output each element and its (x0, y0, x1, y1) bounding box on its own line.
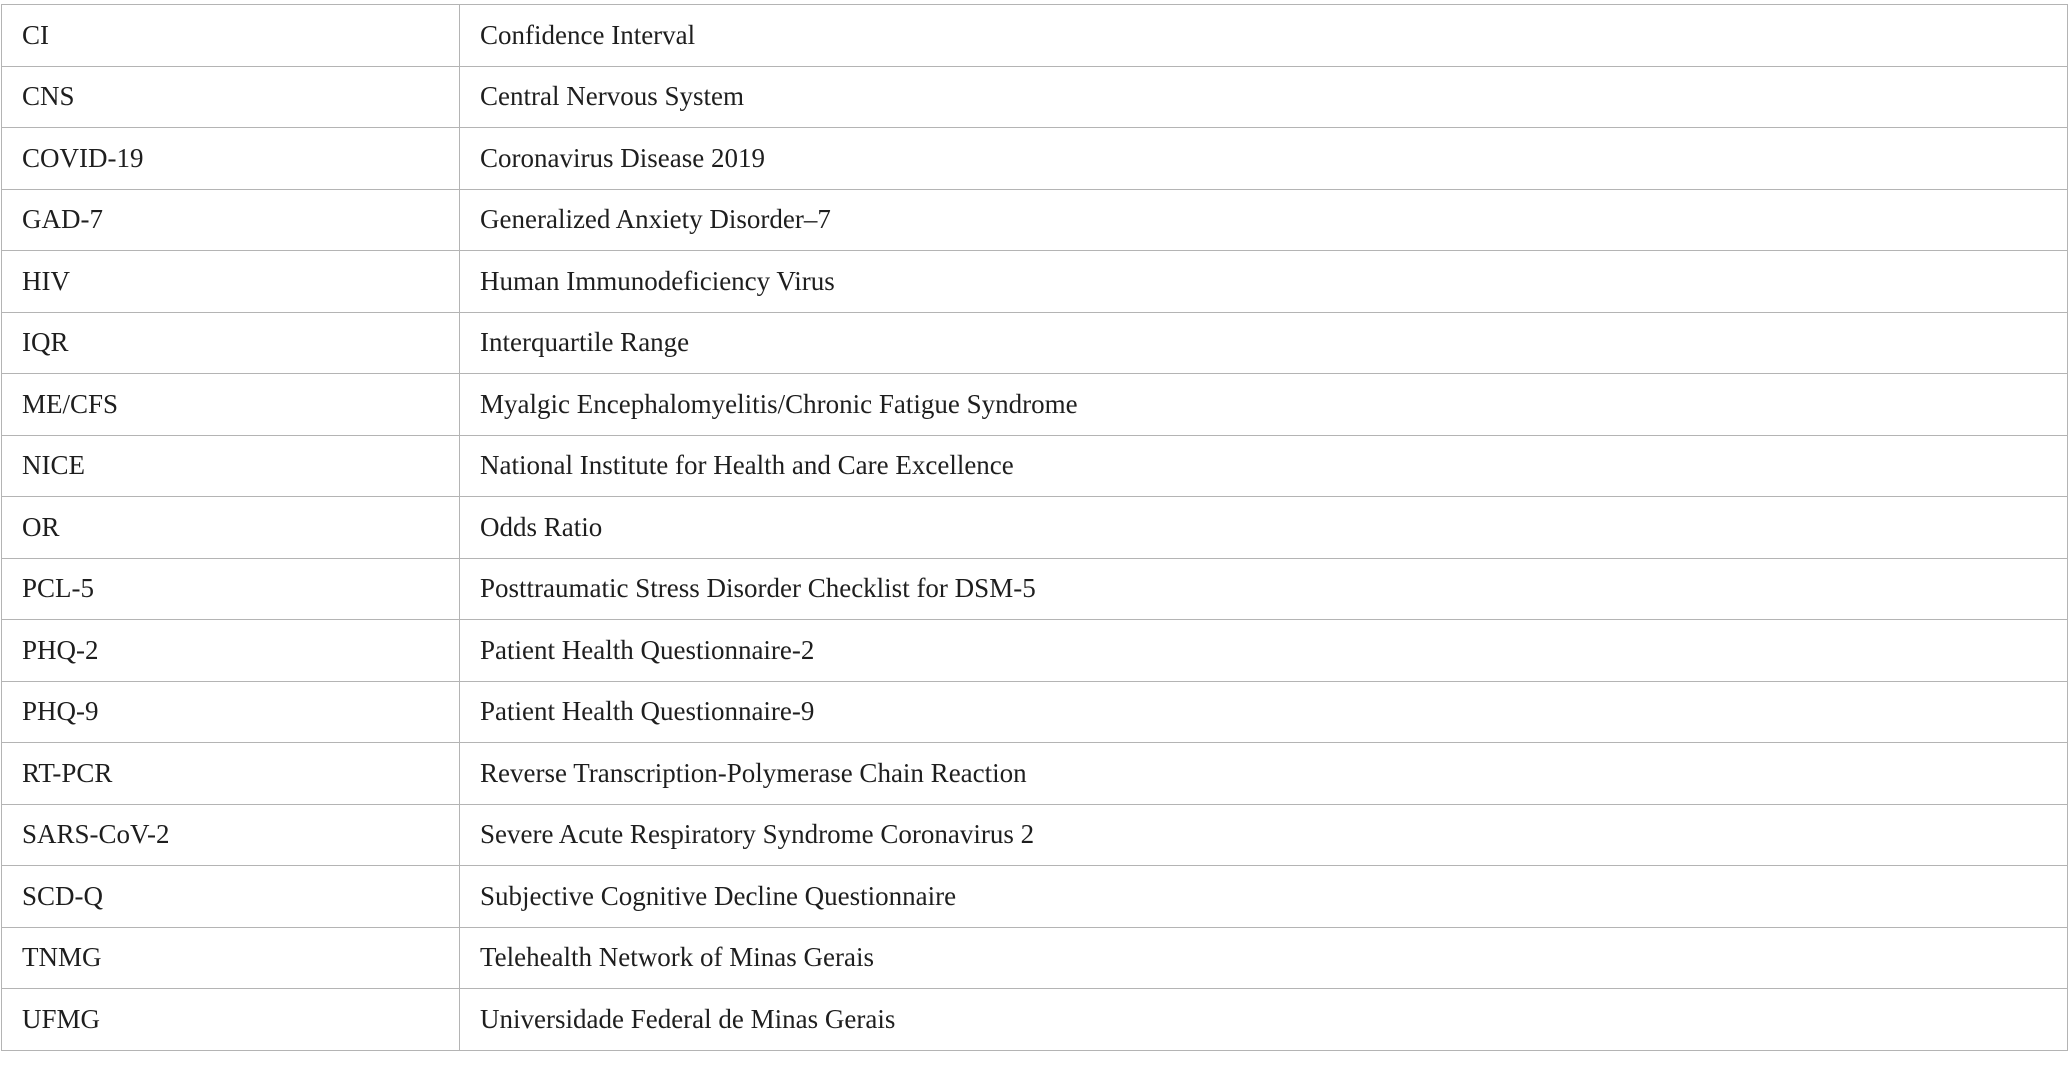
table-row (2, 435, 2068, 497)
definition-cell: Human Immunodeficiency Virus (460, 251, 2068, 313)
abbreviations-table (1, 4, 2068, 1051)
table-row (2, 5, 2068, 67)
table-row (2, 866, 2068, 928)
abbreviation-cell: HIV (2, 251, 460, 313)
abbreviation-cell: ME/CFS (2, 374, 460, 436)
table-row (2, 927, 2068, 989)
definition-cell: Interquartile Range (460, 312, 2068, 374)
table-row (2, 743, 2068, 805)
definition-cell: Universidade Federal de Minas Gerais (460, 989, 2068, 1051)
table-row (2, 558, 2068, 620)
definition-cell: Coronavirus Disease 2019 (460, 128, 2068, 190)
abbreviation-cell: RT-PCR (2, 743, 460, 805)
definition-cell: Reverse Transcription-Polymerase Chain Reaction (460, 743, 2068, 805)
abbreviation-cell: SARS-CoV-2 (2, 804, 460, 866)
definition-cell: Telehealth Network of Minas Gerais (460, 927, 2068, 989)
abbreviation-cell: TNMG (2, 927, 460, 989)
definition-cell: National Institute for Health and Care Excellence (460, 435, 2068, 497)
abbreviation-cell: PCL-5 (2, 558, 460, 620)
abbreviation-cell: PHQ-2 (2, 620, 460, 682)
table-row (2, 251, 2068, 313)
table-row (2, 989, 2068, 1051)
table-row (2, 497, 2068, 559)
table-row (2, 804, 2068, 866)
abbreviation-cell: PHQ-9 (2, 681, 460, 743)
definition-cell: Myalgic Encephalomyelitis/Chronic Fatigue Syndrome (460, 374, 2068, 436)
abbreviation-cell: CNS (2, 66, 460, 128)
abbreviation-cell: CI (2, 5, 460, 67)
abbreviation-cell: NICE (2, 435, 460, 497)
definition-cell: Generalized Anxiety Disorder–7 (460, 189, 2068, 251)
table-row (2, 189, 2068, 251)
definition-cell: Confidence Interval (460, 5, 2068, 67)
table-row (2, 128, 2068, 190)
table-row (2, 620, 2068, 682)
abbreviation-cell: IQR (2, 312, 460, 374)
table-row (2, 374, 2068, 436)
definition-cell: Patient Health Questionnaire-2 (460, 620, 2068, 682)
table-row (2, 312, 2068, 374)
abbreviation-cell: GAD-7 (2, 189, 460, 251)
abbreviation-cell: COVID-19 (2, 128, 460, 190)
definition-cell: Patient Health Questionnaire-9 (460, 681, 2068, 743)
abbreviation-cell: SCD-Q (2, 866, 460, 928)
abbreviation-cell: UFMG (2, 989, 460, 1051)
definition-cell: Subjective Cognitive Decline Questionnaire (460, 866, 2068, 928)
definition-cell: Severe Acute Respiratory Syndrome Coronavirus 2 (460, 804, 2068, 866)
definition-cell: Posttraumatic Stress Disorder Checklist for DSM-5 (460, 558, 2068, 620)
table-row (2, 66, 2068, 128)
table-row (2, 681, 2068, 743)
definition-cell: Central Nervous System (460, 66, 2068, 128)
abbreviation-cell: OR (2, 497, 460, 559)
definition-cell: Odds Ratio (460, 497, 2068, 559)
